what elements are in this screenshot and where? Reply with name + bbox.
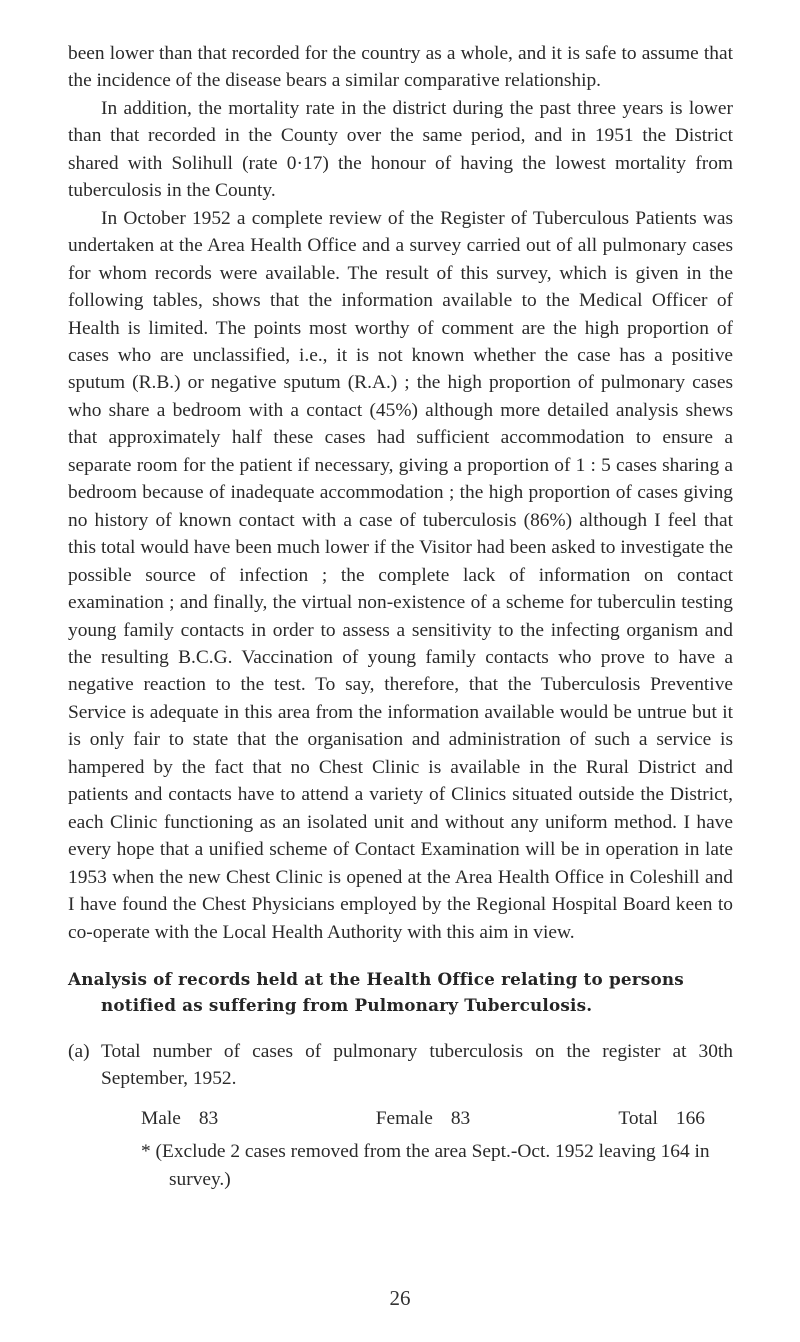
male-value: 83: [198, 1107, 219, 1129]
section-heading: Analysis of records held at the Health Office relating to persons notified as suffering from Pulmonary Tuberculosis.: [68, 968, 684, 1015]
list-item-a: [68, 1038, 733, 1093]
total-label: Total: [618, 1107, 658, 1129]
paragraph-review: In October 1952 a complete review of the Register of Tuberculous Patients was undertaken at the Area Health Office and a survey carried out of all pulmonary cases for whom records were available. The result of this survey, which is given in the following tables, shows that the information available to the Medical Officer of Health is limited. The points most worthy of comment are the high proportion of cases who are unclassified, i.e., it is not known whether the case has a positive sputum (R.B.) or negative sputum (R.A.) ; the high proportion of pulmonary cases who share a bedroom with a contact (45%) although more detailed analysis shews that approximately half these cases had sufficient accommodation to ensure a separate room for the patient if necessary, giving a proportion of 1 : 5 cases sharing a bedroom because of inadequate accommodation ; the high proportion of cases giving no history of known contact with a case of tuberculosis (86%) although I feel that this total would have been much lower if the Visitor had been asked to investigate the possible source of infection ; the complete lack of information on contact examination ; and finally, the virtual non-existence of a scheme for tuberculin testing young family contacts in order to assess a sensitivity to the infecting organism and the resulting B.C.G. Vaccination of young family contacts who prove to have a negative reaction to the test. To say, therefore, that the Tuberculosis Preventive Service is adequate in this area from the information available would be untrue but it is only fair to state that the organisation and administration of such a service is hampered by the fact that no Chest Clinic is available in the Rural District and patients and contacts have to attend a variety of Clinics situated outside the District, each Clinic functioning as an isolated unit and without any uniform method. I have every hope that a unified scheme of Contact Examination will be in operation in late 1953 when the new Chest Clinic is opened at the Area Health Office in Coleshill and I have found the Chest Physicians employed by the Regional Hospital Board keen to co-operate with the Local Health Authority with this aim in view.: [68, 207, 733, 943]
female-value: 83: [450, 1107, 471, 1129]
paragraph-mortality: In addition, the mortality rate in the district during the past three years is lower than that recorded in the County over the same period, and in 1951 the District shared with Solihull (rate 0·17) the honour of having the lowest mortality from tuberculosis in the County.: [68, 97, 733, 202]
female-label: Female: [375, 1107, 433, 1129]
male-label: Male: [141, 1107, 181, 1129]
item-label: (a): [68, 1040, 90, 1062]
total-value: 166: [675, 1107, 705, 1129]
document-page: [68, 40, 733, 1193]
paragraph-continuation: been lower than that recorded for the country as a whole, and it is safe to assume that the incidence of the disease bears a similar comparative relationship.: [68, 43, 733, 92]
total-count: [517, 1105, 705, 1132]
footnote: * (Exclude 2 cases removed from the area Sept.-Oct. 1952 leaving 164 in survey.): [141, 1141, 710, 1190]
female-count: [329, 1105, 517, 1132]
male-count: [141, 1105, 329, 1132]
item-text: Total number of cases of pulmonary tuberculosis on the register at 30th September, 1952.: [101, 1040, 733, 1090]
totals-row: [101, 1105, 733, 1132]
page-number: 26: [389, 1286, 411, 1310]
